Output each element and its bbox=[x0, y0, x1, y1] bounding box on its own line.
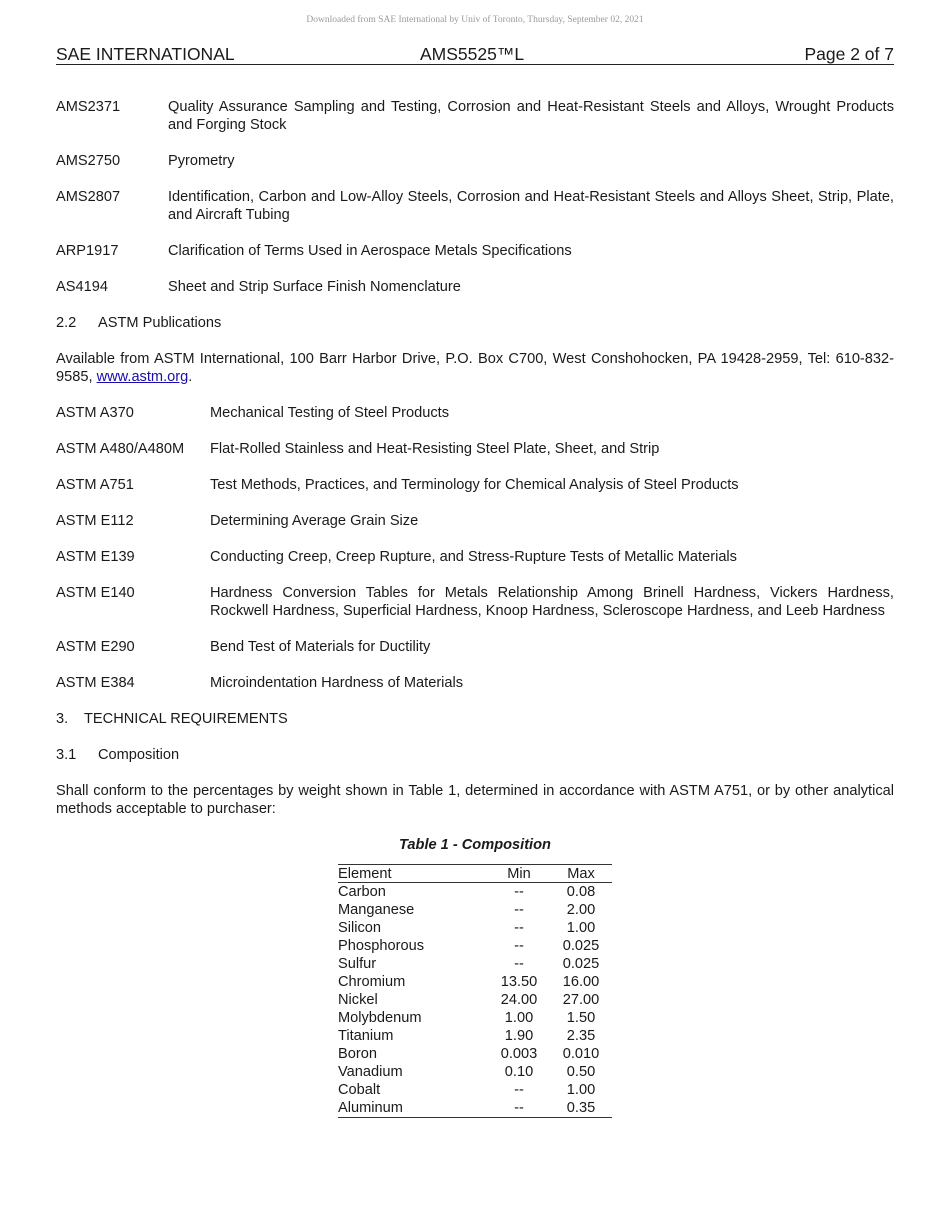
cell-element: Phosphorous bbox=[338, 938, 425, 954]
availability-text: Available from ASTM International, 100 Barr Harbor Drive, P.O. Box C700, West Conshohocken, PA 19428-2959, Tel: 610-832-9585, bbox=[56, 351, 894, 385]
section-3-1-heading bbox=[56, 746, 894, 764]
header-element: Element bbox=[338, 865, 488, 883]
section-number: 3. bbox=[56, 711, 69, 727]
reference-title: Clarification of Terms Used in Aerospace Metals Specifications bbox=[168, 243, 572, 259]
cell-element: Titanium bbox=[338, 1028, 394, 1044]
section-title: Composition bbox=[98, 747, 180, 763]
table-header-row bbox=[338, 865, 612, 883]
reference-code: AMS2807 bbox=[56, 189, 121, 205]
cell-element: Boron bbox=[338, 1046, 377, 1062]
table-row bbox=[338, 1009, 612, 1027]
reference-item bbox=[56, 512, 894, 530]
reference-code: ASTM E290 bbox=[56, 639, 135, 655]
cell-max: 2.35 bbox=[566, 1028, 596, 1044]
section-number: 2.2 bbox=[56, 315, 77, 331]
cell-element: Molybdenum bbox=[338, 1010, 422, 1026]
cell-min: -- bbox=[514, 884, 524, 900]
cell-min: 24.00 bbox=[500, 992, 538, 1008]
cell-min: -- bbox=[514, 920, 524, 936]
cell-min: -- bbox=[514, 1082, 524, 1098]
table-row bbox=[338, 1027, 612, 1045]
cell-max: 1.50 bbox=[566, 1010, 596, 1026]
section-2-2-heading bbox=[56, 314, 894, 332]
cell-max: 0.025 bbox=[562, 956, 600, 972]
cell-min: 1.00 bbox=[504, 1010, 534, 1026]
table-1-title: Table 1 - Composition bbox=[399, 837, 551, 853]
reference-item bbox=[56, 404, 894, 422]
cell-max: 0.010 bbox=[562, 1046, 600, 1062]
cell-max: 1.00 bbox=[566, 920, 596, 936]
reference-title: Quality Assurance Sampling and Testing, Corrosion and Heat-Resistant Steels and Alloys, Wrought Products and Forging Stock bbox=[168, 99, 894, 133]
table-row bbox=[338, 1099, 612, 1118]
reference-code: ASTM E384 bbox=[56, 675, 135, 691]
cell-element: Silicon bbox=[338, 920, 381, 936]
reference-item bbox=[56, 440, 894, 458]
reference-title: Mechanical Testing of Steel Products bbox=[210, 405, 450, 421]
reference-item bbox=[56, 98, 894, 134]
table-row bbox=[338, 901, 612, 919]
astm-availability-paragraph bbox=[56, 350, 894, 386]
section-title: ASTM Publications bbox=[98, 315, 222, 331]
reference-title: Bend Test of Materials for Ductility bbox=[210, 639, 431, 655]
astm-website-link[interactable]: www.astm.org bbox=[96, 369, 189, 385]
section-number: 3.1 bbox=[56, 747, 77, 763]
reference-item bbox=[56, 638, 894, 656]
cell-min: -- bbox=[514, 1100, 524, 1116]
reference-code: ASTM A751 bbox=[56, 477, 134, 493]
reference-code: AMS2750 bbox=[56, 153, 121, 169]
cell-max: 16.00 bbox=[562, 974, 600, 990]
cell-element: Cobalt bbox=[338, 1082, 381, 1098]
table-row bbox=[338, 973, 612, 991]
table-row bbox=[338, 937, 612, 955]
cell-element: Carbon bbox=[338, 884, 386, 900]
reference-item bbox=[56, 188, 894, 224]
reference-item bbox=[56, 152, 894, 170]
composition-table bbox=[338, 864, 612, 1118]
composition-paragraph: Shall conform to the percentages by weight shown in Table 1, determined in accordance with ASTM A751, or by other analytical methods acceptable to purchaser: bbox=[56, 783, 894, 817]
cell-element: Nickel bbox=[338, 992, 378, 1008]
cell-max: 0.50 bbox=[566, 1064, 596, 1080]
reference-code: AS4194 bbox=[56, 279, 108, 295]
table-row bbox=[338, 1081, 612, 1099]
reference-item bbox=[56, 674, 894, 692]
cell-max: 2.00 bbox=[566, 902, 596, 918]
reference-code: ASTM E140 bbox=[56, 585, 135, 601]
cell-min: -- bbox=[514, 938, 524, 954]
table-row bbox=[338, 883, 612, 902]
cell-min: 0.003 bbox=[500, 1046, 538, 1062]
document-body bbox=[56, 98, 894, 1118]
table-row bbox=[338, 991, 612, 1009]
page-header bbox=[56, 44, 894, 65]
table-row bbox=[338, 955, 612, 973]
header-min: Min bbox=[488, 865, 550, 883]
reference-title: Sheet and Strip Surface Finish Nomenclature bbox=[168, 279, 461, 295]
reference-title: Test Methods, Practices, and Terminology for Chemical Analysis of Steel Products bbox=[210, 477, 739, 493]
cell-min: 1.90 bbox=[504, 1028, 534, 1044]
header-max: Max bbox=[550, 865, 612, 883]
reference-title: Identification, Carbon and Low-Alloy Steels, Corrosion and Heat-Resistant Steels and Alloys Sheet, Strip, Plate, and Aircraft Tubing bbox=[168, 189, 894, 223]
cell-min: -- bbox=[514, 902, 524, 918]
cell-min: -- bbox=[514, 956, 524, 972]
cell-min: 13.50 bbox=[500, 974, 538, 990]
table-row bbox=[338, 919, 612, 937]
cell-max: 1.00 bbox=[566, 1082, 596, 1098]
reference-code: ASTM E112 bbox=[56, 513, 134, 529]
table-row bbox=[338, 1045, 612, 1063]
reference-item bbox=[56, 548, 894, 566]
reference-title: Hardness Conversion Tables for Metals Relationship Among Brinell Hardness, Vickers Hardness, Rockwell Hardness, Superficial Hardness, Knoop Hardness, Scleroscope Hardness, and Leeb Hardness bbox=[210, 585, 894, 619]
cell-max: 0.08 bbox=[566, 884, 596, 900]
download-watermark: Downloaded from SAE International by Univ of Toronto, Thursday, September 02, 2021 bbox=[306, 15, 644, 25]
reference-code: ASTM A480/A480M bbox=[56, 441, 185, 457]
header-org: SAE INTERNATIONAL bbox=[56, 44, 235, 64]
reference-title: Conducting Creep, Creep Rupture, and Stress-Rupture Tests of Metallic Materials bbox=[210, 549, 737, 565]
sae-reference-list bbox=[56, 98, 894, 296]
cell-max: 0.025 bbox=[562, 938, 600, 954]
cell-element: Aluminum bbox=[338, 1100, 403, 1116]
cell-element: Vanadium bbox=[338, 1064, 403, 1080]
astm-reference-list bbox=[56, 404, 894, 692]
reference-code: AMS2371 bbox=[56, 99, 121, 115]
reference-item bbox=[56, 242, 894, 260]
reference-title: Flat-Rolled Stainless and Heat-Resisting Steel Plate, Sheet, and Strip bbox=[210, 441, 660, 457]
cell-element: Sulfur bbox=[338, 956, 377, 972]
header-page-number: Page 2 of 7 bbox=[804, 44, 894, 64]
reference-title: Pyrometry bbox=[168, 153, 235, 169]
section-3-heading bbox=[56, 710, 894, 728]
reference-title: Microindentation Hardness of Materials bbox=[210, 675, 464, 691]
reference-item bbox=[56, 476, 894, 494]
cell-element: Manganese bbox=[338, 902, 415, 918]
reference-title: Determining Average Grain Size bbox=[210, 513, 419, 529]
reference-code: ASTM E139 bbox=[56, 549, 135, 565]
cell-max: 0.35 bbox=[566, 1100, 596, 1116]
table-row bbox=[338, 1063, 612, 1081]
availability-suffix: . bbox=[188, 369, 193, 385]
reference-code: ARP1917 bbox=[56, 243, 119, 259]
reference-code: ASTM A370 bbox=[56, 405, 134, 421]
cell-element: Chromium bbox=[338, 974, 406, 990]
reference-item bbox=[56, 584, 894, 620]
header-doc-id: AMS5525™L bbox=[420, 44, 525, 64]
cell-max: 27.00 bbox=[562, 992, 600, 1008]
reference-item bbox=[56, 278, 894, 296]
section-title: TECHNICAL REQUIREMENTS bbox=[84, 711, 288, 727]
cell-min: 0.10 bbox=[504, 1064, 534, 1080]
